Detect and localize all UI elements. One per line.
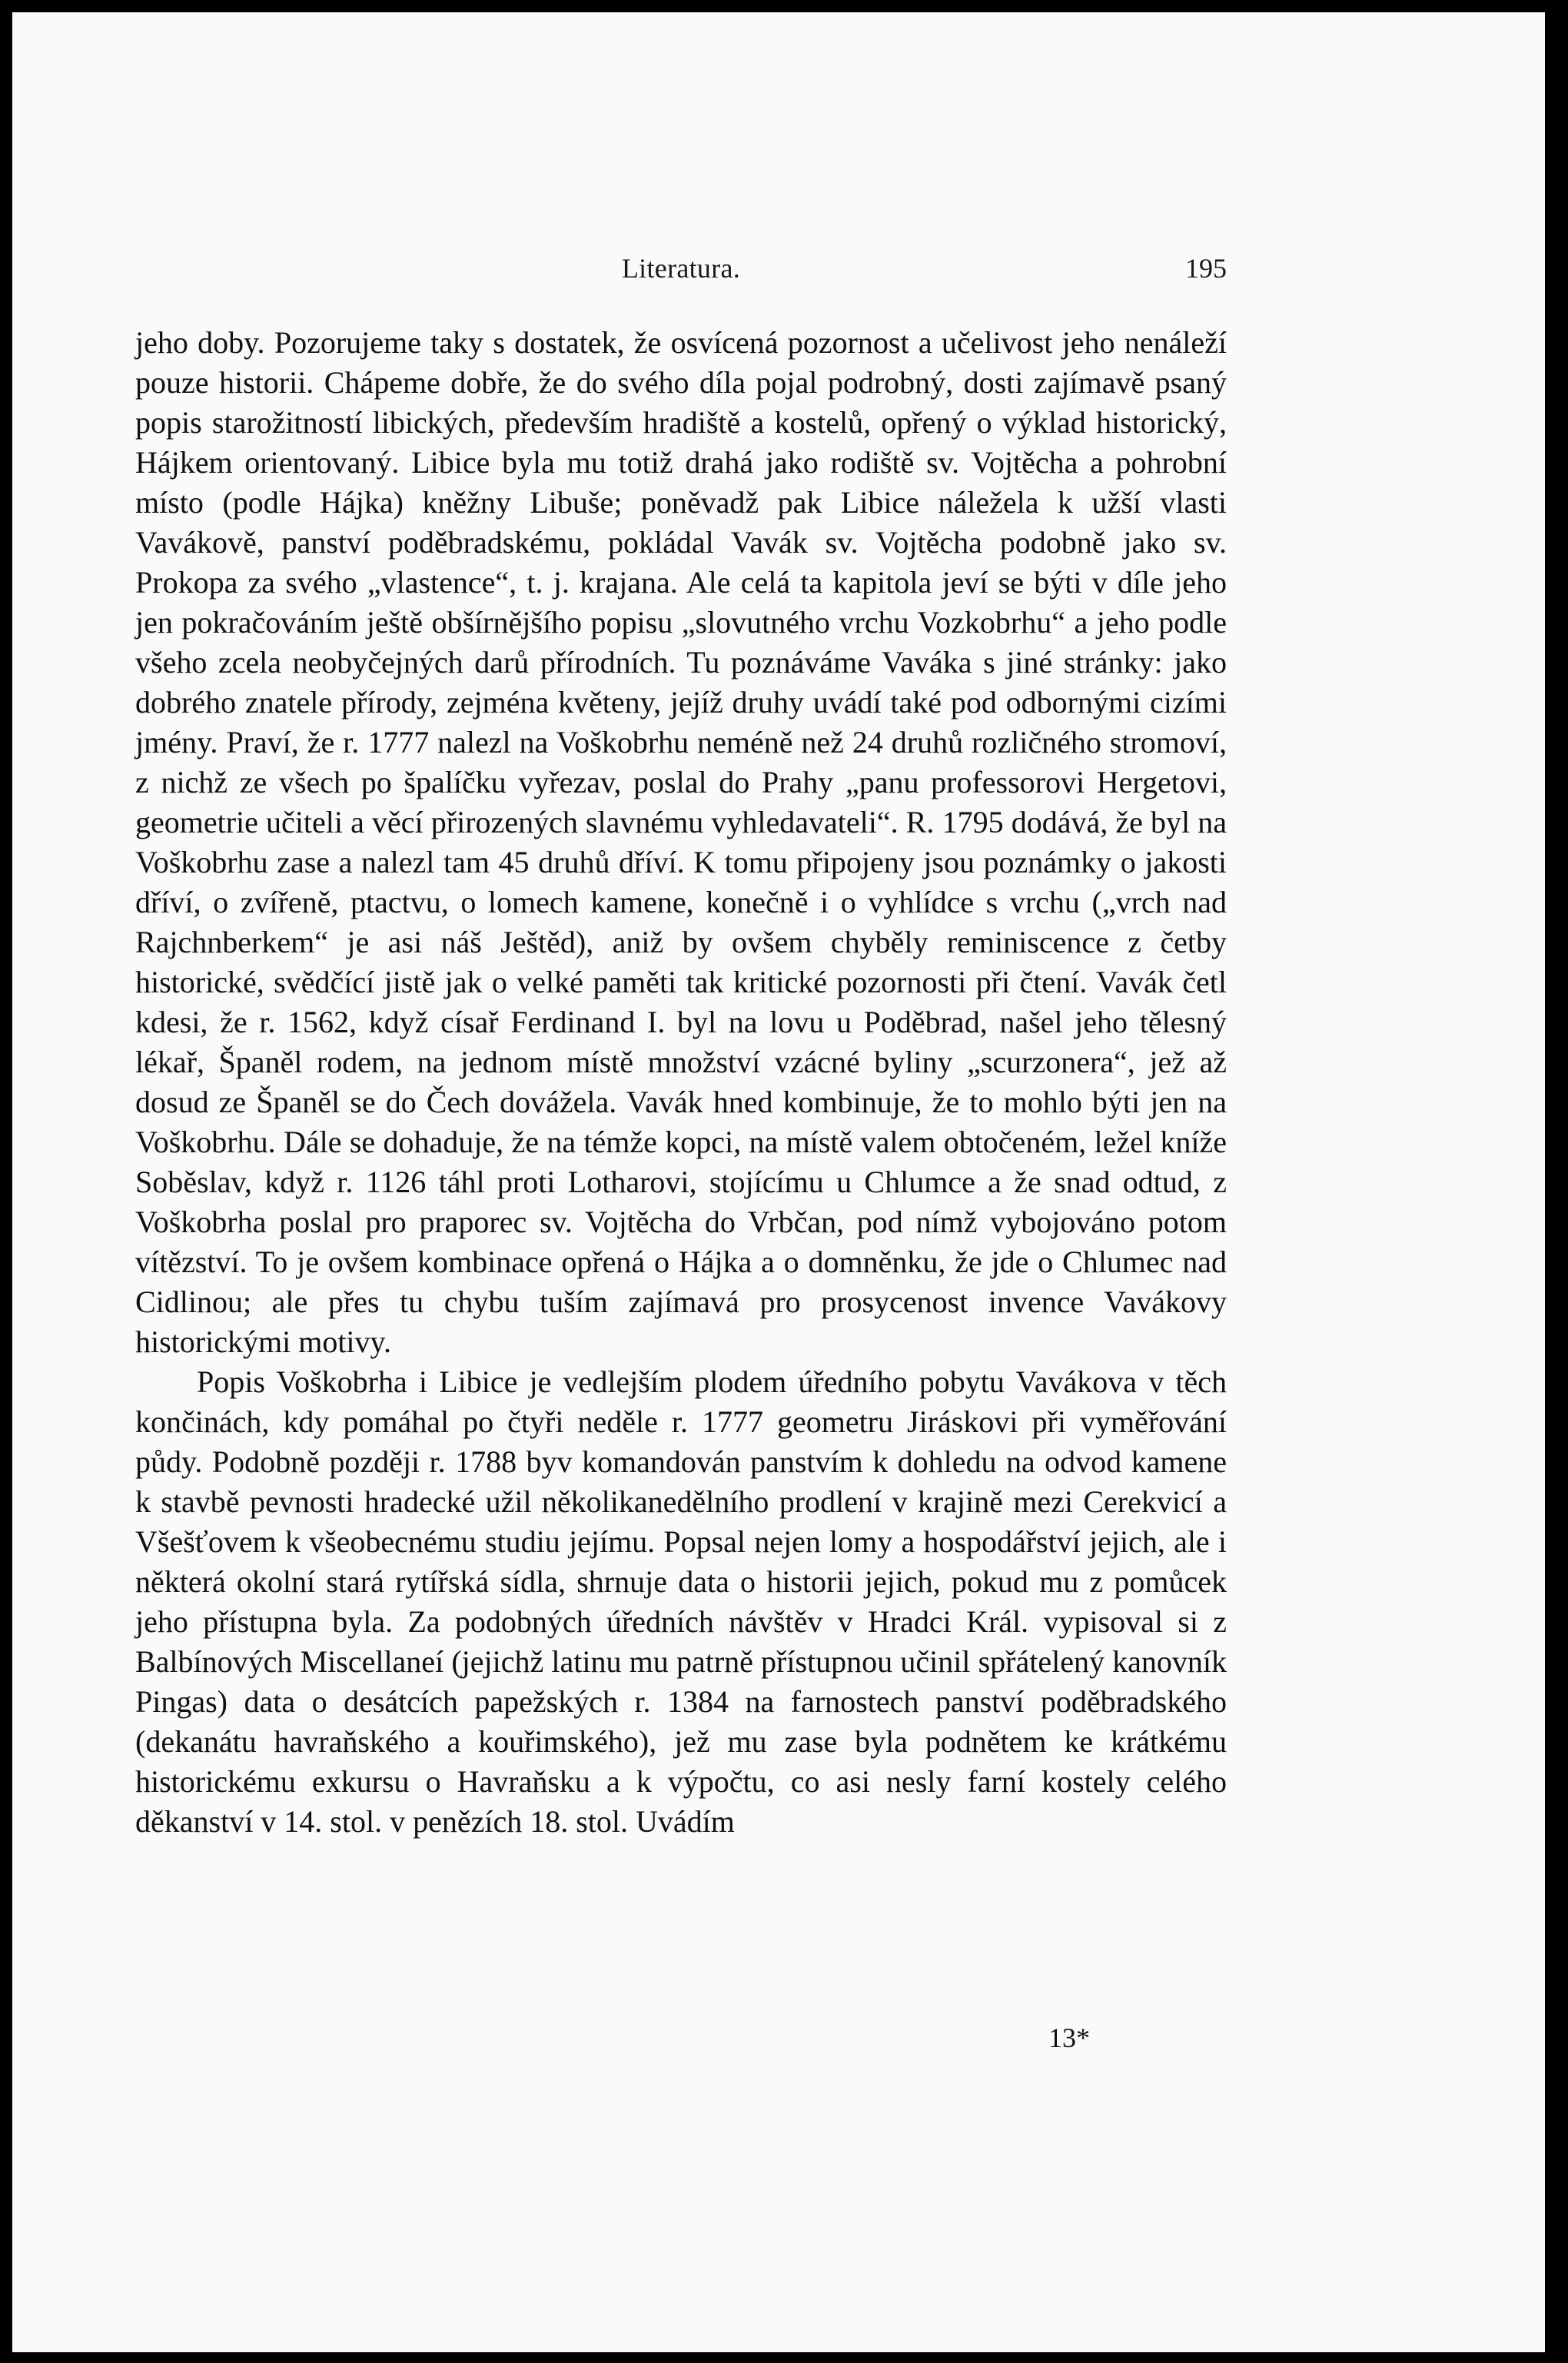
page-number: 195 [1185, 253, 1227, 284]
scan-border [1545, 0, 1568, 2363]
body-text [135, 323, 1227, 1842]
running-title: Literatura. [621, 253, 741, 284]
page-header [135, 252, 1227, 286]
signature-mark: 13* [1048, 2022, 1090, 2053]
paragraph-1: jeho doby. Pozorujeme taky s dostatek, že osvícená pozornost a učelivost jeho nenáleží pouze historii. Chápeme dobře, že do svého díla pojal podrobný, dosti zajímavě psaný popis starožitností libických, především hradiště a kostelů, opřený o výklad historický, Hájkem orientovaný. Libice byla mu totiž drahá jako rodiště sv. Vojtěcha a pohrobní místo (podle Hájka) kněžny Libuše; poněvadž pak Libice náležela k užší vlasti Vavákově, panství poděbradskému, pokládal Vavák sv. Vojtěcha podobně jako sv. Prokopa za svého „vlastence“, t. j. krajana. Ale celá ta kapitola jeví se býti v díle jeho jen pokračováním ještě obšírnějšího popisu „slovutného vrchu Vozkobrhu“ a jeho podle všeho zcela neobyčejných darů přírodních. Tu poznáváme Vaváka s jiné stránky: jako dobrého znatele přírody, zejména květeny, jejíž druhy uvádí také pod odbornými cizími jmény. Praví, že r. 1777 nalezl na Voškobrhu neméně než 24 druhů rozličného stromoví, z nichž ze všech po špalíčku vyřezav, poslal do Prahy „panu professorovi Hergetovi, geometrie učiteli a věcí přirozených slavnému vyhledavateli“. R. 1795 dodává, že byl na Voškobrhu zase a nalezl tam 45 druhů dříví. K tomu připojeny jsou poznámky o jakosti dříví, o zvířeně, ptactvu, o lomech kamene, konečně i o vyhlídce s vrchu („vrch nad Rajchnberkem“ je asi náš Ještěd), aniž by ovšem chyběly reminiscence z četby historické, svědčící jistě jak o velké paměti tak kritické pozornosti při čtení. Vavák četl kdesi, že r. 1562, když císař Ferdinand I. byl na lovu u Poděbrad, našel jeho tělesný lékař, Španěl rodem, na jednom místě množství vzácné byliny „scurzonera“, jež až dosud ze Španěl se do Čech dovážela. Vavák hned kombinuje, že to mohlo býti jen na Voškobrhu. Dále se dohaduje, že na témže kopci, na místě valem obtočeném, ležel kníže Soběslav, když r. 1126 táhl proti Lotharovi, stojícímu u Chlumce a že snad odtud, z Voškobrha poslal pro praporec sv. Vojtěcha do Vrbčan, pod nímž vybojováno potom vítězství. To je ovšem kombinace opřená o Hájka a o domněnku, že jde o Chlumec nad Cidlinou; ale přes tu chybu tuším zajímavá pro prosycenost invence Vavákovy historickými motivy. [135, 325, 1227, 1359]
paragraph-2: Popis Voškobrha i Libice je vedlejším plodem úředního pobytu Vavákova v těch končinách, kdy pomáhal po čtyři neděle r. 1777 geometru Jiráskovi při vyměřování půdy. Podobně později r. 1788 byv komandován panstvím k dohledu na odvod kamene k stavbě pevnosti hradecké užil několikanedělního prodlení v krajině mezi Cerekvicí a Všešťovem k všeobecnému studiu jejímu. Popsal nejen lomy a hospodářství jejich, ale i některá okolní stará rytířská sídla, shrnuje data o historii jejich, pokud mu z pomůcek jeho přístupna byla. Za podobných úředních návštěv v Hradci Král. vypisoval si z Balbínových Miscellaneí (jejichž latinu mu patrně přístupnou učinil spřátelený kanovník Pingas) data o desátcích papežských r. 1384 na farnostech panství poděbradského (dekanátu havraňského a kouřimského), jež mu zase byla podnětem ke krátkému historickému exkursu o Havraňsku a k výpočtu, co asi nesly farní kostely celého děkanství v 14. stol. v penězích 18. stol. Uvádím [135, 1364, 1227, 1839]
